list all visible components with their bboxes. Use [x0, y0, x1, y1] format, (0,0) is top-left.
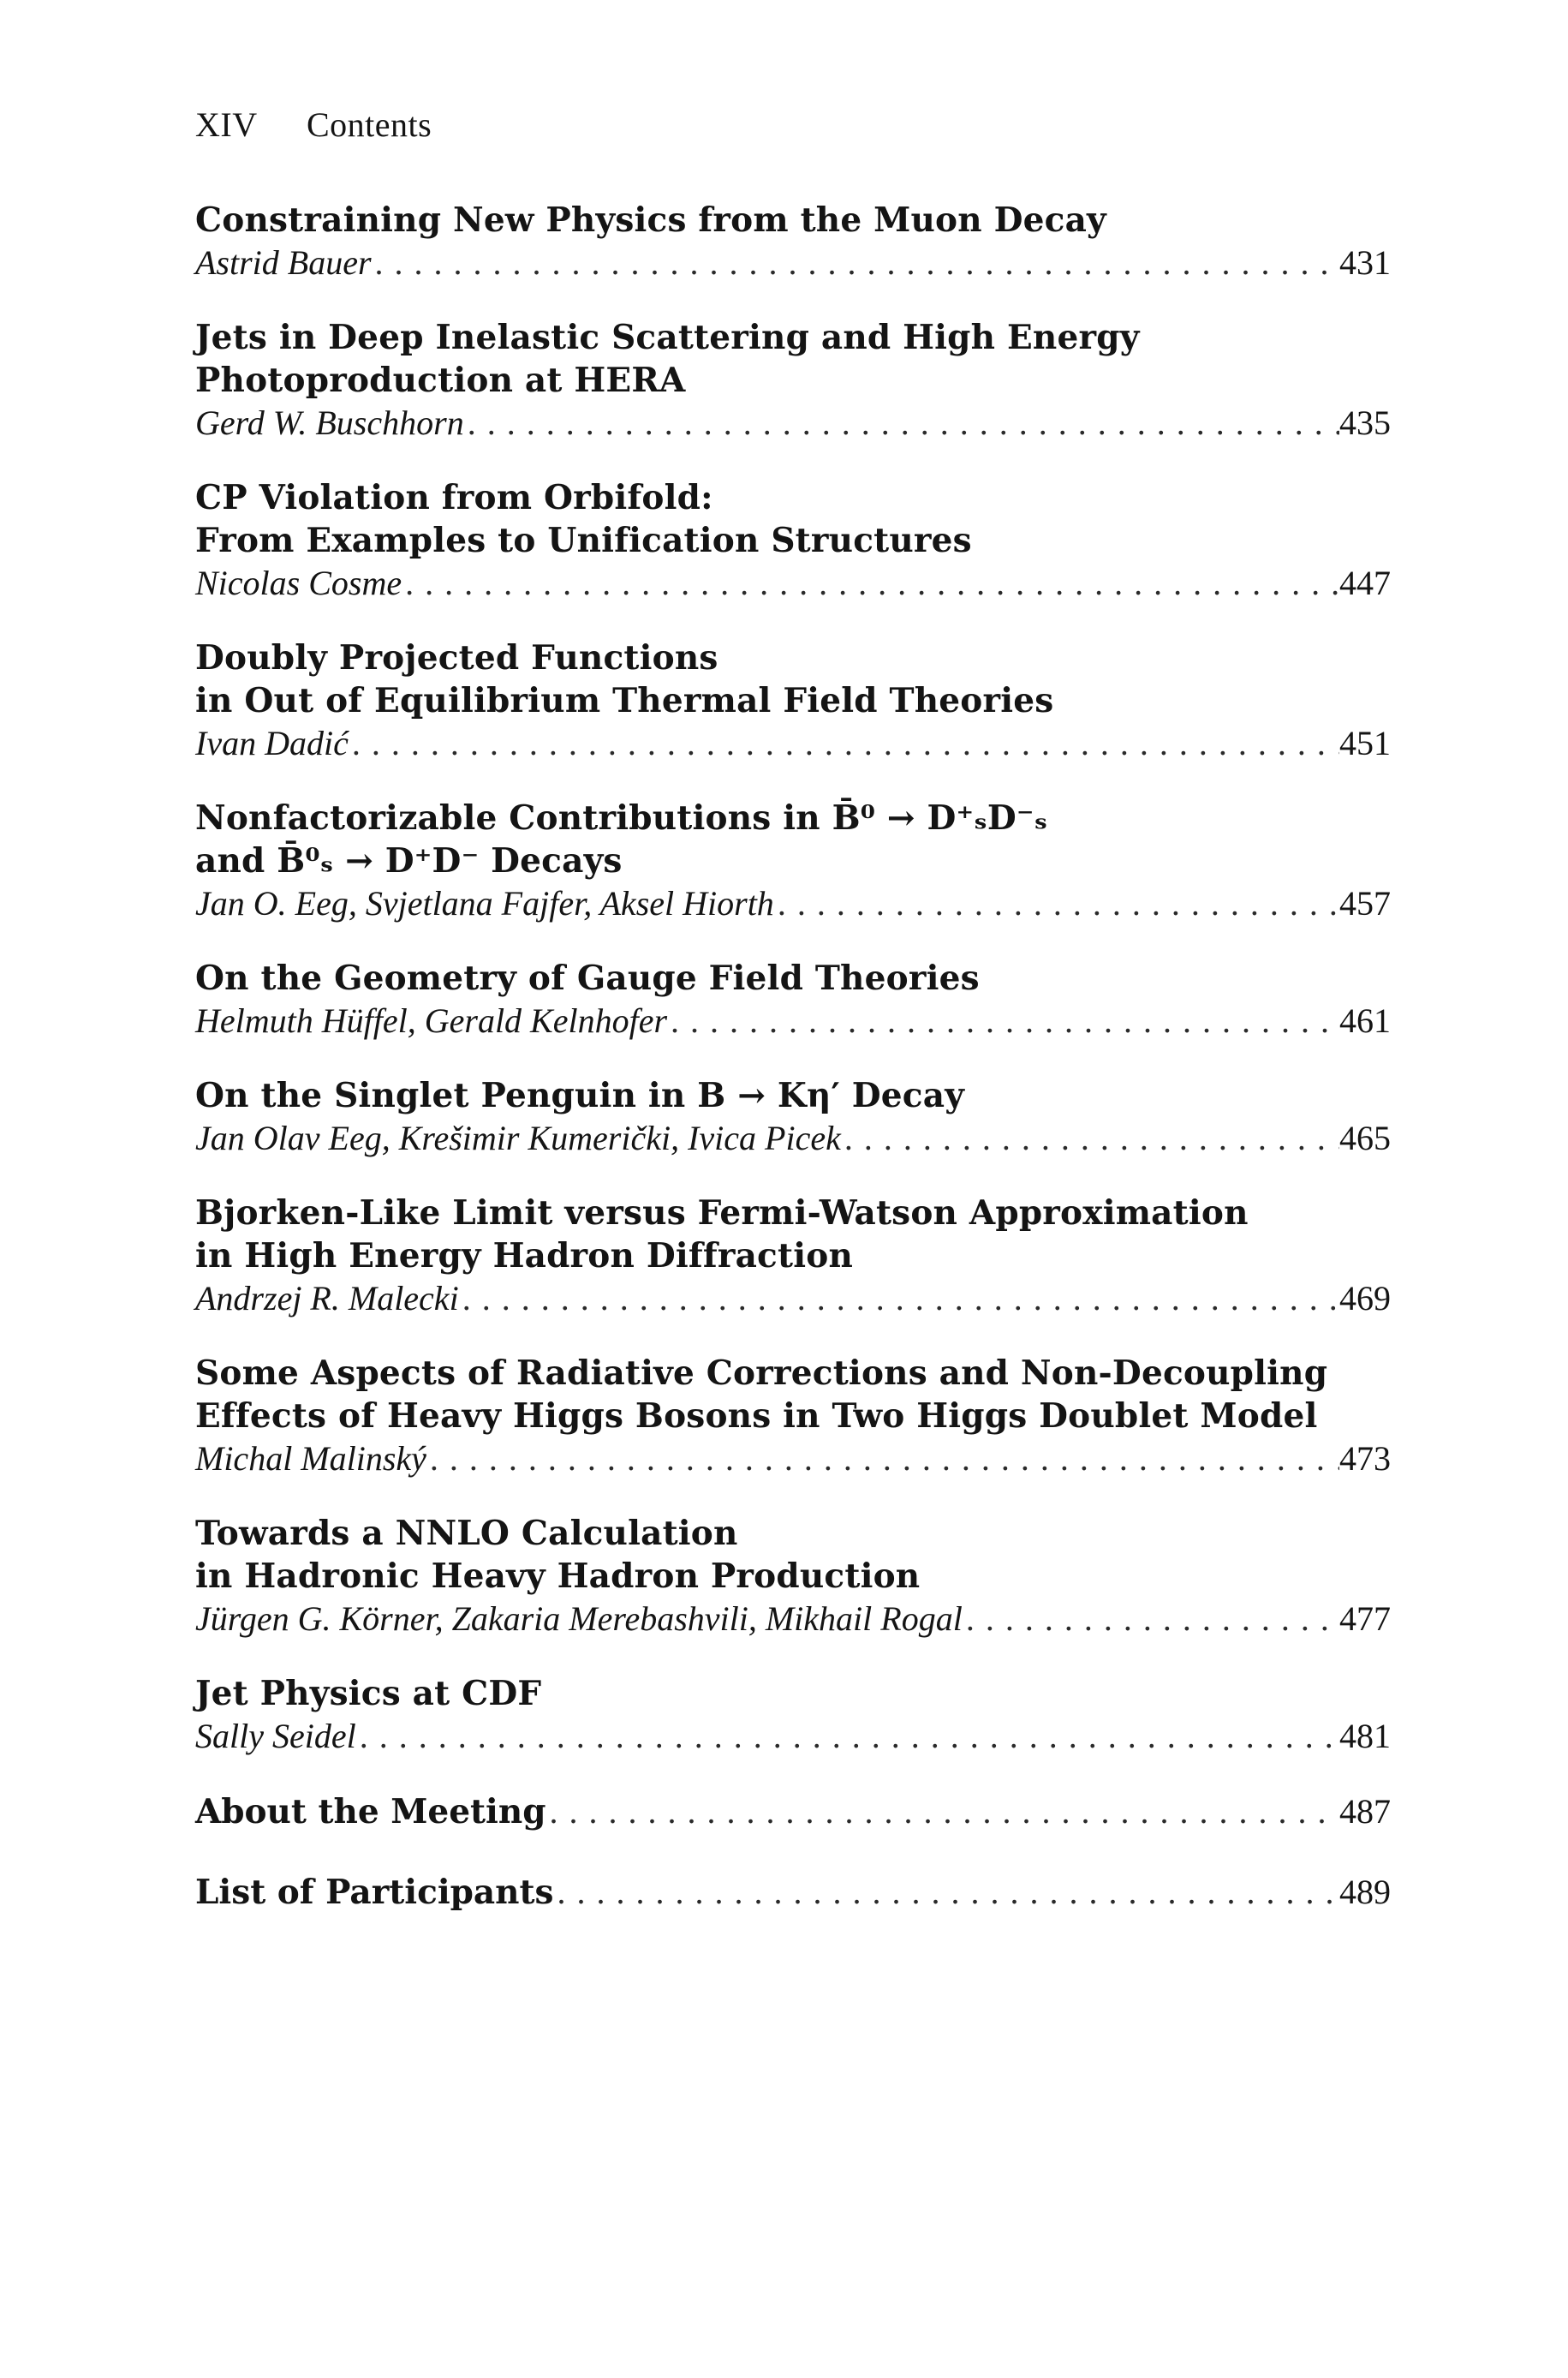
entry-page-number[interactable]: 465 — [1339, 1119, 1391, 1157]
toc-entry[interactable] — [195, 1074, 1391, 1160]
dot-leader — [667, 1000, 1339, 1043]
entry-page-number[interactable]: 431 — [1339, 243, 1391, 282]
toc-entry[interactable] — [195, 1672, 1391, 1758]
toc-entry[interactable] — [195, 199, 1391, 284]
dot-leader — [402, 562, 1339, 605]
entry-authors: Sally Seidel — [195, 1717, 356, 1755]
entry-line — [195, 1870, 1391, 1915]
dot-leader — [372, 242, 1339, 284]
entry-authors: Helmuth Hüffel, Gerald Kelnhofer — [195, 1001, 668, 1040]
entry-author-line — [195, 1117, 1391, 1160]
entry-title[interactable]: Doubly Projected Functions — [195, 638, 718, 678]
entry-authors: Jan Olav Eeg, Krešimir Kumerički, Ivica Picek — [195, 1119, 841, 1157]
dot-leader — [554, 1870, 1339, 1915]
entry-page-number[interactable]: 477 — [1339, 1599, 1391, 1638]
entry-page-number[interactable]: 451 — [1339, 724, 1391, 762]
entry-page-number[interactable]: 435 — [1339, 403, 1391, 442]
entry-authors: Nicolas Cosme — [195, 564, 402, 602]
toc-entry[interactable] — [195, 636, 1391, 765]
entry-author-line — [195, 1277, 1391, 1320]
toc-entry-about-meeting[interactable] — [195, 1789, 1391, 1834]
entry-author-line — [195, 562, 1391, 605]
dot-leader — [546, 1789, 1340, 1834]
entry-author-line — [195, 1715, 1391, 1758]
entry-title[interactable]: Towards a NNLO Calculation — [195, 1514, 738, 1553]
dot-leader — [774, 882, 1339, 925]
entry-line — [195, 1789, 1391, 1834]
dot-leader — [841, 1117, 1339, 1160]
entry-title[interactable]: On the Singlet Penguin in B → Kη′ Decay — [195, 1076, 965, 1115]
entry-title[interactable]: Nonfactorizable Contributions in B̄⁰ → D⁺ₛD⁻ₛ — [195, 798, 1048, 838]
entry-title-continued[interactable]: and B̄⁰ₛ → D⁺D⁻ Decays — [195, 841, 623, 881]
entry-title[interactable]: List of Participants — [195, 1873, 554, 1912]
entry-author-line — [195, 242, 1391, 284]
entry-page-number[interactable]: 461 — [1339, 1001, 1391, 1040]
entry-author-line — [195, 402, 1391, 445]
entry-page-number[interactable]: 481 — [1339, 1717, 1391, 1755]
page-folio: XIV — [195, 105, 258, 144]
contents-page — [195, 105, 1391, 1951]
entry-title[interactable]: Jet Physics at CDF — [195, 1674, 542, 1713]
entry-authors: Michal Malinský — [195, 1439, 426, 1478]
entry-author-line — [195, 722, 1391, 765]
entry-title-continued[interactable]: Effects of Heavy Higgs Bosons in Two Higgs Doublet Model — [195, 1396, 1318, 1436]
dot-leader — [459, 1277, 1339, 1320]
entry-title[interactable]: Jets in Deep Inelastic Scattering and High Energy — [195, 318, 1140, 357]
entry-page-number[interactable]: 457 — [1339, 884, 1391, 923]
entry-title[interactable]: Constraining New Physics from the Muon Decay — [195, 200, 1106, 240]
entry-page-number[interactable]: 487 — [1339, 1792, 1391, 1831]
entry-title[interactable]: On the Geometry of Gauge Field Theories — [195, 959, 980, 998]
entry-author-line — [195, 1437, 1391, 1480]
entry-title-continued[interactable]: in High Energy Hadron Diffraction — [195, 1236, 853, 1276]
toc-entry-list-of-participants[interactable] — [195, 1870, 1391, 1915]
entry-title[interactable]: Some Aspects of Radiative Corrections and Non-Decoupling — [195, 1353, 1328, 1393]
entry-page-number[interactable]: 469 — [1339, 1279, 1391, 1317]
section-title: Contents — [307, 105, 432, 144]
dot-leader — [349, 722, 1339, 765]
dot-leader — [963, 1598, 1339, 1640]
entry-title[interactable]: Bjorken-Like Limit versus Fermi-Watson Approximation — [195, 1193, 1249, 1233]
toc-entry[interactable] — [195, 476, 1391, 605]
running-head — [195, 105, 1391, 146]
toc-entry[interactable] — [195, 957, 1391, 1043]
dot-leader — [464, 402, 1339, 445]
entry-authors: Andrzej R. Malecki — [195, 1279, 459, 1317]
entry-authors: Ivan Dadić — [195, 724, 349, 762]
dot-leader — [426, 1437, 1339, 1480]
toc-entry[interactable] — [195, 797, 1391, 925]
entry-author-line — [195, 1598, 1391, 1640]
entry-title-continued[interactable]: in Hadronic Heavy Hadron Production — [195, 1556, 921, 1596]
entry-title-continued[interactable]: From Examples to Unification Structures — [195, 521, 972, 560]
entry-authors: Jan O. Eeg, Svjetlana Fajfer, Aksel Hiorth — [195, 884, 774, 923]
toc-entry[interactable] — [195, 1512, 1391, 1640]
toc-entry[interactable] — [195, 1352, 1391, 1480]
entry-authors: Gerd W. Buschhorn — [195, 403, 464, 442]
entry-page-number[interactable]: 473 — [1339, 1439, 1391, 1478]
entry-authors: Jürgen G. Körner, Zakaria Merebashvili, Mikhail Rogal — [195, 1599, 963, 1638]
entry-page-number[interactable]: 489 — [1339, 1873, 1391, 1911]
entry-title[interactable]: CP Violation from Orbifold: — [195, 478, 713, 517]
dot-leader — [356, 1715, 1339, 1758]
entry-page-number[interactable]: 447 — [1339, 564, 1391, 602]
entry-title-continued[interactable]: Photoproduction at HERA — [195, 361, 686, 400]
entry-title[interactable]: About the Meeting — [195, 1792, 546, 1831]
toc-entry[interactable] — [195, 316, 1391, 445]
entry-author-line — [195, 1000, 1391, 1043]
entry-authors: Astrid Bauer — [195, 243, 372, 282]
toc-entry[interactable] — [195, 1192, 1391, 1320]
entry-title-continued[interactable]: in Out of Equilibrium Thermal Field Theories — [195, 681, 1054, 720]
entry-author-line — [195, 882, 1391, 925]
